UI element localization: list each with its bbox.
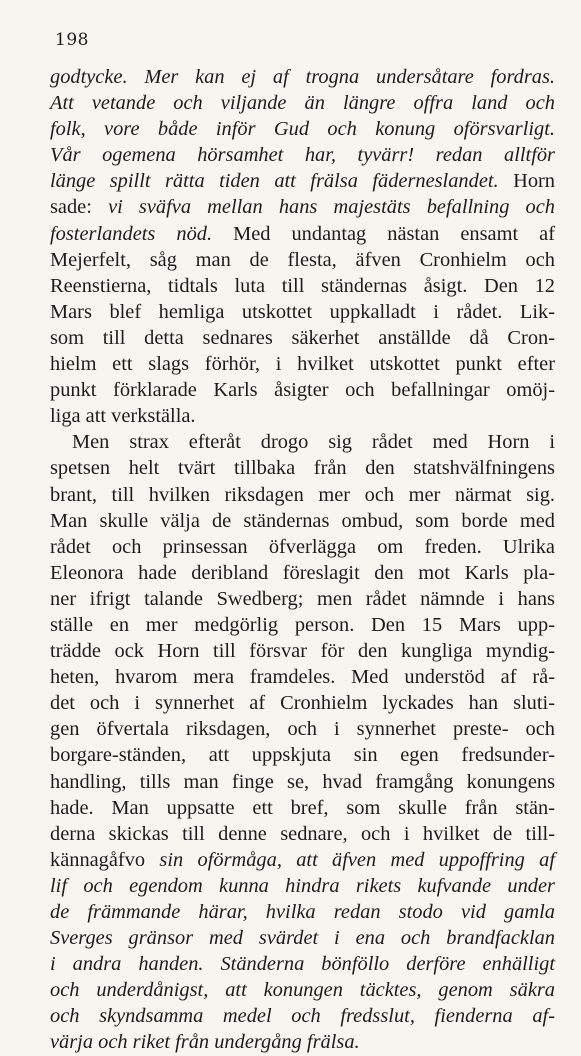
italic-text: fosterlandets nöd. [50,222,213,245]
italic-text: folk, vore både inför Gud och konung oförsvarligt. [50,118,555,141]
text-segment: spetsen helt tvärt tillbaka från den statshvälfningens [50,457,555,480]
text-segment: punkt förklarade Karls åsigter och befallningar omöj- [50,379,555,402]
text-line [50,847,555,873]
text-line [50,612,555,638]
text-line [50,142,555,168]
page-number: 198 [55,30,89,50]
text-line [50,482,555,508]
text-segment: liga att verkställa. [50,405,196,428]
text-segment: borgare-ständen, att uppskjuta sin egen fredsunder- [50,744,555,767]
text-line [50,1029,555,1055]
italic-text: Vår ogemena hörsamhet har, tyvärr! redan alltför [50,144,555,167]
text-segment: Med undantag nästan ensamt af [212,222,555,245]
text-line [50,534,555,560]
text-line [50,586,555,612]
text-line [50,325,555,351]
text-segment: ner ifrigt talande Swedberg; men rådet nämnde i hans [50,587,555,610]
text-segment: rådet och prinsessan öfverlägga om freden. Ulrika [50,535,555,558]
text-segment: hade. Man uppsatte ett bref, som skulle från stän- [50,796,555,819]
text-line [50,90,555,116]
text-line [50,951,555,977]
text-segment: det och i synnerhet af Cronhielm lyckades han sluti- [50,692,555,715]
text-line [50,925,555,951]
text-line [50,247,555,273]
text-segment: Mejerfelt, såg man de flesta, äfven Cronhielm och [50,248,555,271]
text-line [50,455,555,481]
italic-text: sin oförmåga, att äfven med uppoffring af [159,848,555,871]
text-line [50,560,555,586]
text-line [50,508,555,534]
text-segment: Mars blef hemliga utskottet uppkalladt i rådet. Lik- [50,300,555,323]
italic-text: i andra handen. Ständerna bönföllo derföre enhälligt [50,953,555,976]
text-segment: handling, tills man finge se, hvad framgång konungens [50,770,555,793]
text-line [50,273,555,299]
text-line [50,795,555,821]
text-line [50,429,555,455]
italic-text: värja och riket från undergång frälsa. [50,1031,360,1054]
italic-text: Att vetande och viljande än längre offra land och [50,92,555,115]
text-segment: som till detta sednares säkerhet anställde då Cron- [50,326,555,349]
text-line [50,821,555,847]
italic-text: länge spillt rätta tiden att frälsa fäderneslandet. [50,170,499,193]
text-line [50,351,555,377]
italic-text: vi sväfva mellan hans majestäts befallning och [108,196,555,219]
text-segment: Horn [498,170,555,193]
text-segment: hielm ett slags förhör, i hvilket utskottet punkt efter [50,353,555,376]
text-segment: derna skickas till denne sednare, och i hvilket de till- [50,822,555,845]
text-segment: sade: [50,196,109,219]
text-segment: ställe en mer medgörlig person. Den 15 Mars upp- [50,613,555,636]
text-segment: trädde ock Horn till försvar för den kungliga myndig- [50,640,555,663]
text-line [50,873,555,899]
text-line [50,716,555,742]
text-line [50,299,555,325]
text-line [50,899,555,925]
text-segment: Reenstierna, tidtals luta till ständernas åsigt. Den 12 [50,274,555,297]
italic-text: lif och egendom kunna hindra rikets kufvande under [50,874,555,897]
text-line [50,690,555,716]
text-segment: kännagåfvo [50,848,160,871]
text-segment: Eleonora hade deribland föreslagit den mot Karls pla- [50,561,555,584]
text-line [50,664,555,690]
italic-text: och skyndsamma medel och fredsslut, fienderna af- [50,1005,555,1028]
text-line [50,116,555,142]
text-line [50,769,555,795]
text-line [50,742,555,768]
italic-text: Sverges gränsor med svärdet i ena och brandfacklan [50,927,555,950]
italic-text: godtycke. Mer kan ej af trogna undersåtare fordras. [50,66,555,88]
text-line [50,64,555,90]
text-line [50,638,555,664]
text-line [50,977,555,1003]
text-segment: brant, till hvilken riksdagen mer och mer närmat sig. [50,483,555,506]
italic-text: de främmande härar, hvilka redan stodo vid gamla [50,901,555,923]
text-line [50,194,555,220]
body-text [50,64,555,1056]
italic-text: och underdånigst, att konungen täcktes, genom säkra [50,979,555,1002]
text-line [50,1003,555,1029]
text-line [50,221,555,247]
text-segment: Man skulle välja de ständernas ombud, som borde med [50,509,555,532]
text-line [50,377,555,403]
text-line [50,403,555,429]
text-line [50,168,555,194]
text-segment: Men strax efteråt drogo sig rådet med Horn i [72,431,555,454]
text-segment: heten, hvarom mera framdeles. Med understöd af rå- [50,666,555,689]
text-segment: gen öfvertala riksdagen, och i synnerhet preste- och [50,718,555,741]
